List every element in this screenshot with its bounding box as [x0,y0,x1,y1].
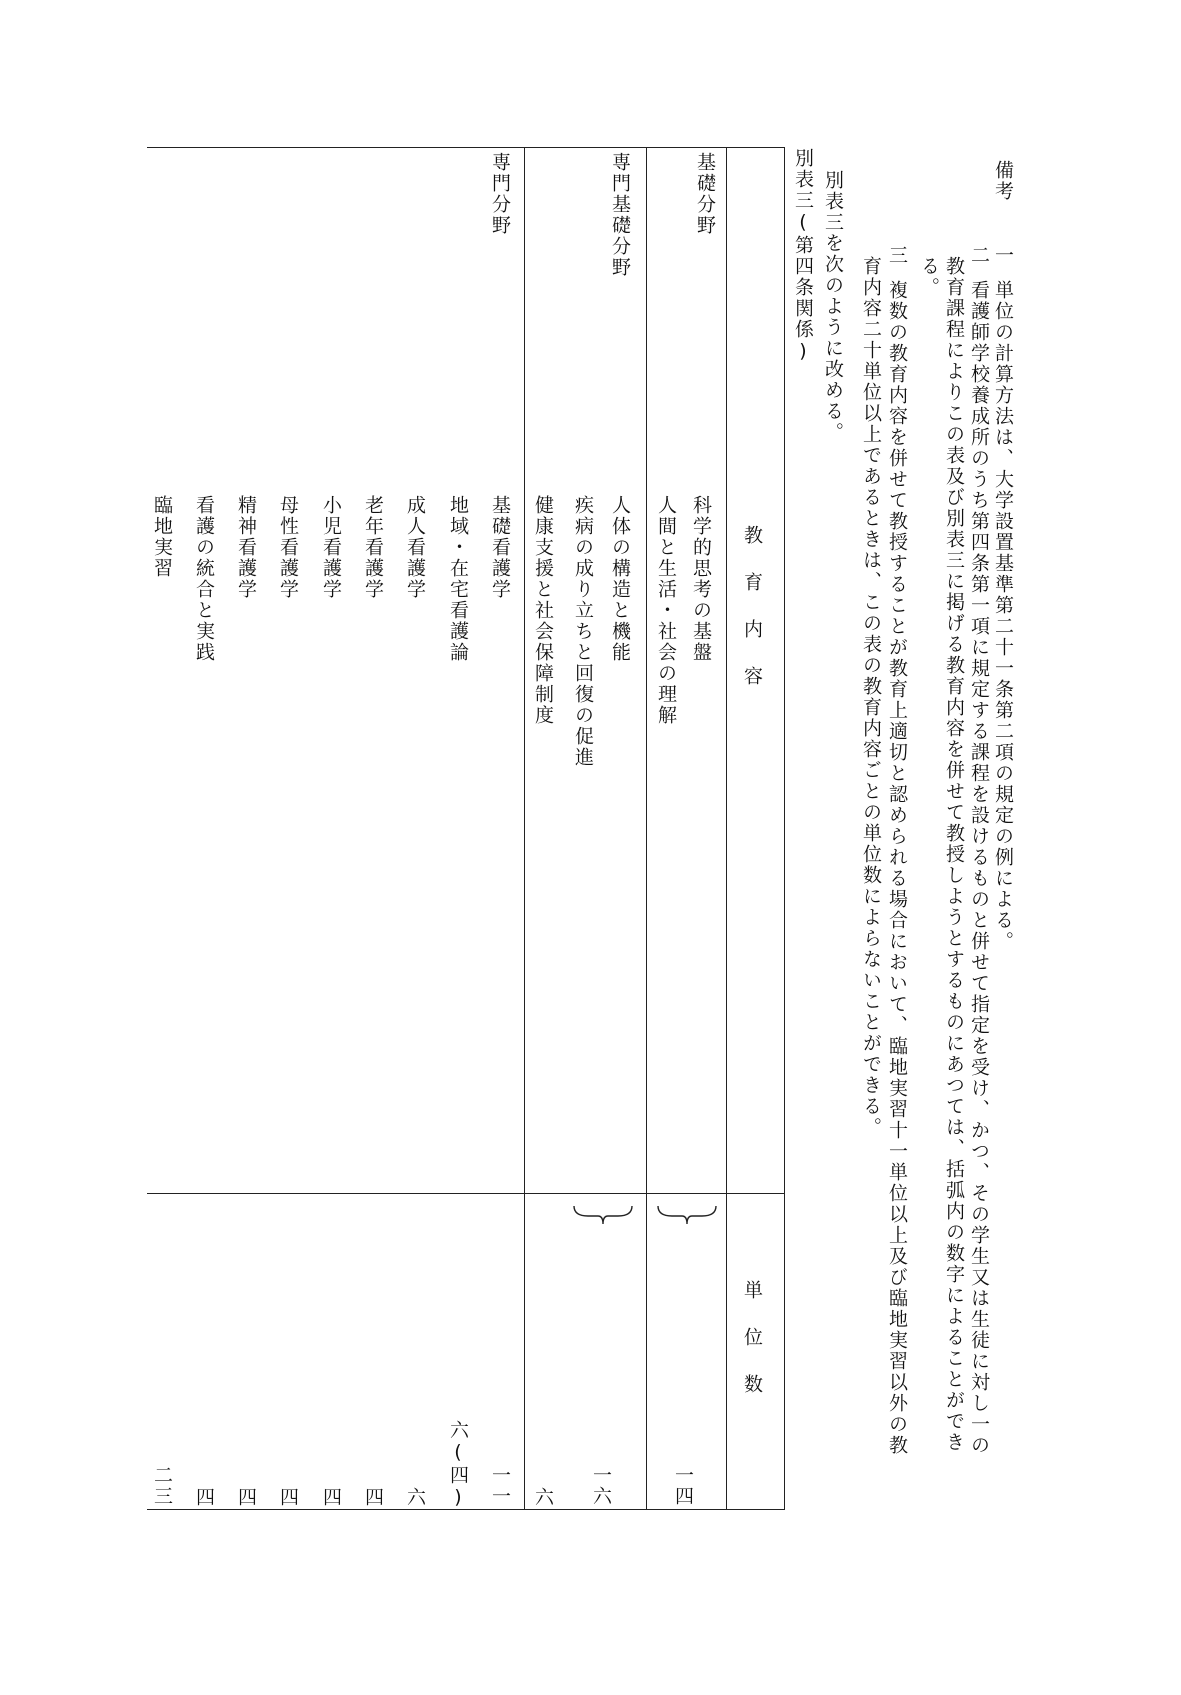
remark-3-text-line2: 育内容二十単位以上であるときは、この表の教育内容ごとの単位数によらないことができる。 [860,256,882,1138]
table-right-border [784,147,785,1510]
units-basic: 一四 [672,1465,694,1507]
remark-1-number: 一 [992,245,1014,266]
remark-2-text-line2: 教育課程によりこの表及び別表三に掲げる教育内容を併せて教授しようとするものにあつては、括弧内の数字によることができ [943,256,965,1453]
remark-2-number: 二 [968,245,990,266]
units-brace-basic [654,1200,720,1228]
item-human-body: 人体の構造と機能 [609,495,631,663]
item-community-nursing: 地域・在宅看護論 [447,495,469,663]
units-psychiatric-nursing: 四 [235,1487,257,1508]
remark-1-text: 単位の計算方法は、大学設置基準第二十一条第二項の規定の例による。 [992,280,1014,952]
units-clinical-practicum: 二三 [151,1465,173,1507]
section-divider-1 [646,147,647,1510]
item-pediatric-nursing: 小児看護学 [320,495,342,600]
units-community-nursing: 六(四) [447,1420,469,1510]
remark-2-text-line1: 看護師学校養成所のうち第四条第一項に規定する課程を設けるものと併せて指定を受け、かつ、その学生又は生徒に対し一の [968,280,990,1456]
item-scientific-thinking: 科学的思考の基盤 [690,495,712,663]
units-adult-nursing: 六 [404,1487,426,1508]
item-human-life-society: 人間と生活・社会の理解 [655,495,677,726]
units-integration-practice: 四 [193,1487,215,1508]
item-maternal-nursing: 母性看護学 [277,495,299,600]
item-clinical-practicum: 臨地実習 [151,495,173,579]
remarks-heading: 備考 [992,160,1014,202]
units-gerontological-nursing: 四 [362,1487,384,1508]
amendment-text: 別表三を次のように改める。 [822,170,844,443]
header-units: 単位数 [741,1280,763,1421]
category-specialized-basic: 専門基礎分野 [609,152,631,278]
units-column-divider [147,1193,785,1194]
item-psychiatric-nursing: 精神看護学 [235,495,257,600]
category-basic: 基礎分野 [694,152,716,236]
item-disease-recovery: 疾病の成り立ちと回復の促進 [572,495,594,768]
remark-3-text-line1: 複数の教育内容を併せて教授することが教育上適切と認められる場合において、臨地実習十一単位以上及び臨地実習以外の教 [886,280,908,1456]
item-adult-nursing: 成人看護学 [404,495,426,600]
item-integration-practice: 看護の統合と実践 [193,495,215,663]
units-pediatric-nursing: 四 [320,1487,342,1508]
header-content: 教育内容 [741,525,763,713]
units-specialized-basic-1: 一六 [590,1465,612,1507]
units-specialized-basic-2: 六 [532,1487,554,1508]
header-column-divider [726,147,727,1510]
item-basic-nursing: 基礎看護学 [489,495,511,600]
item-health-support: 健康支援と社会保障制度 [532,495,554,726]
category-specialized: 専門分野 [489,152,511,236]
table-title: 別表三(第四条関係) [792,148,814,364]
table-top-border [147,147,785,148]
item-gerontological-nursing: 老年看護学 [362,495,384,600]
units-maternal-nursing: 四 [277,1487,299,1508]
section-divider-2 [524,147,525,1510]
remark-2-text-line3: る。 [918,256,940,298]
units-basic-nursing: 一一 [489,1465,511,1507]
remark-3-number: 三 [886,245,908,266]
units-brace-specialized-basic [570,1200,636,1228]
